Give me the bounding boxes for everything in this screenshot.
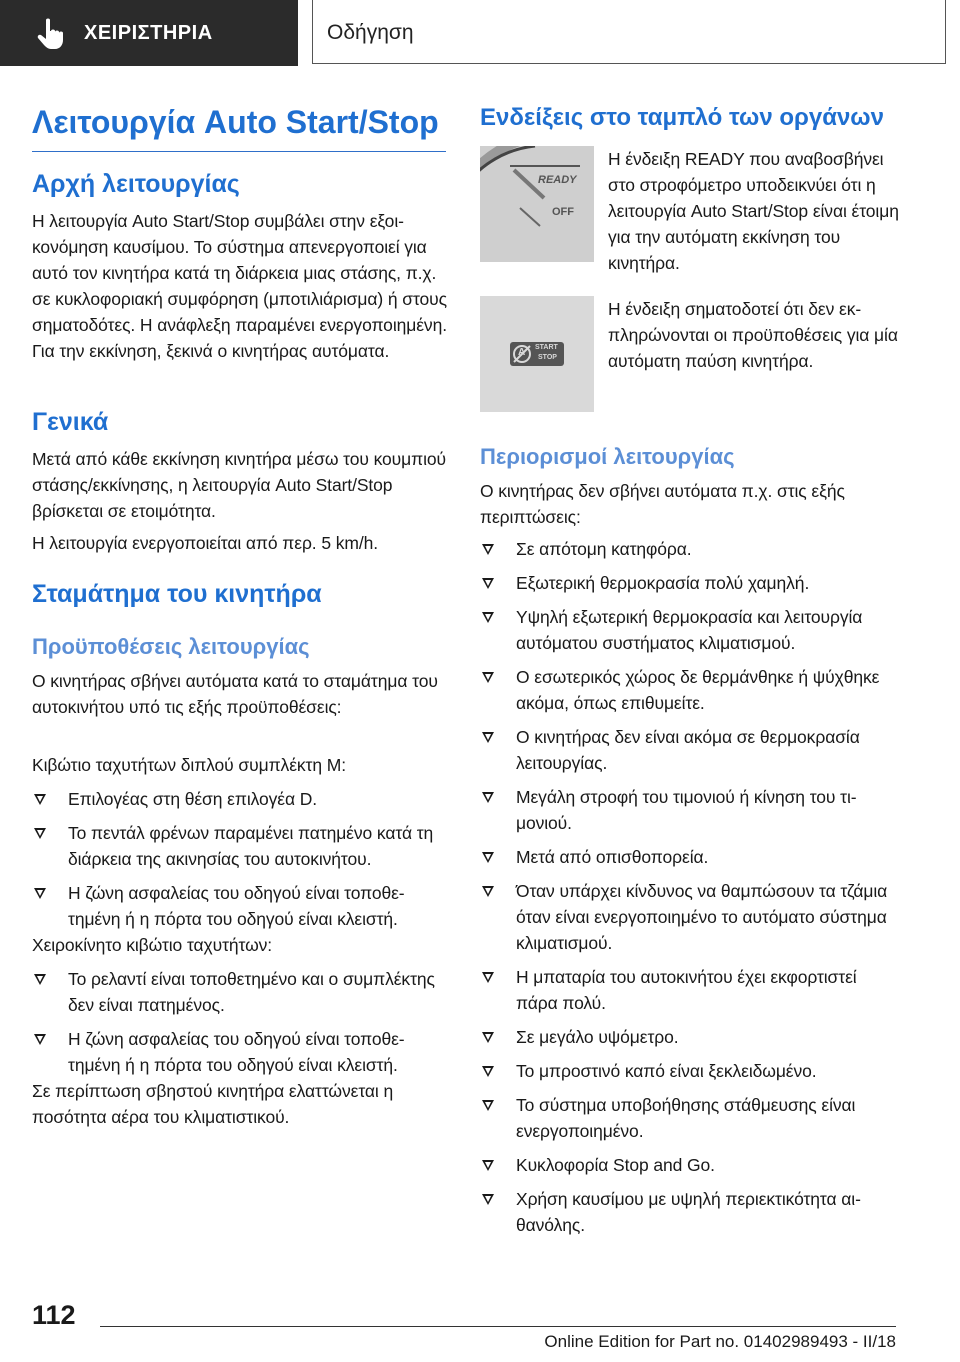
triangle-bullet-icon	[482, 544, 494, 555]
limits-heading: Περιορισμοί λειτουργίας	[480, 444, 735, 469]
triangle-bullet-icon	[482, 578, 494, 589]
start-stop-indicator-image	[480, 296, 594, 412]
list-item: Χρήση καυσίμου με υψηλή περιεκτικότητα αιθανόλης.	[480, 1186, 900, 1238]
triangle-bullet-icon	[482, 1032, 494, 1043]
preconditions-intro: Ο κινητήρας σβήνει αυτόματα κατά το σταμάτημα του αυτοκινήτου υπό τις εξής προϋποθέσεις:	[32, 671, 438, 717]
list-item: Επιλογέας στη θέση επιλογέα D.	[32, 786, 450, 812]
list-item: Κυκλοφορία Stop and Go.	[480, 1152, 900, 1178]
auto-start-stop-icon	[480, 296, 594, 412]
engine-stop-heading: Σταμάτημα του κινητήρα	[32, 580, 322, 608]
principle-heading: Αρχή λειτουργίας	[32, 170, 240, 198]
list-item: Το σύστημα υποβοήθησης στάθμευσης είναι ενεργοποιημένο.	[480, 1092, 900, 1144]
page-number: 112	[32, 1300, 76, 1330]
list-item: Σε απότομη κατηφόρα.	[480, 536, 900, 562]
dct-label: Κιβώτιο ταχυτήτων διπλού συμπλέκτη M:	[32, 755, 346, 775]
triangle-bullet-icon	[482, 1100, 494, 1111]
start-image-label: START	[535, 344, 558, 351]
list-item: Υψηλή εξωτερική θερμοκρασία και λειτουργία αυτόματου συστήματος κλιματισμού.	[480, 604, 900, 656]
triangle-bullet-icon	[482, 672, 494, 683]
general-text-1: Μετά από κάθε εκκίνηση κινητήρα μέσω του κουμπιού στάσης/εκκίνησης, η λειτουργία Auto Start/Stop βρίσκεται σε ετοιμότητα.	[32, 449, 446, 521]
tachometer-ready-icon	[480, 146, 594, 262]
closing-text: Σε περίπτωση σβηστού κινητήρα ελαττώνεται η ποσότητα αέρα του κλιματιστικού.	[32, 1081, 394, 1127]
triangle-bullet-icon	[482, 612, 494, 623]
list-item: Το πεντάλ φρένων παραμένει πατημένο κατά τη διάρκεια της ακινησίας του αυτοκινήτου.	[32, 820, 450, 872]
edition-text: Online Edition for Part no. 01402989493 - II/18	[544, 1332, 896, 1351]
list-item: Η ζώνη ασφαλείας του οδηγού είναι τοποθετημένη ή η πόρτα του οδηγού είναι κλειστή.	[32, 880, 450, 932]
manual-tab-label: ΧΕΙΡΙΣΤΗΡΙΑ	[84, 22, 213, 44]
general-heading: Γενικά	[32, 408, 109, 436]
principle-text: Η λειτουργία Auto Start/Stop συμβάλει στην εξοικονόμηση καυσίμου. Το σύστημα απενεργοποιεί για αυτό τον κινητήρα κατά τη διάρκεια μιας στάσης, π.χ. σε κυκλοφοριακή συμφόρηση (μποτιλιάρισμα) ή στους σηματοδότες. Η ανάφλεξη παραμένει ενεργοποιημένη. Για την εκκίνηση, ξεκινά ο κινητήρας αυτόματα.	[32, 211, 447, 361]
list-item: Όταν υπάρχει κίνδυνος να θαμπώσουν τα τζάμια όταν είναι ενεργοποιημένο το αυτόματο σύστημα κλιματισμού.	[480, 878, 900, 956]
dct-list	[32, 786, 450, 932]
list-item: Το ρελαντί είναι τοποθετημένο και ο συμπλέκτης δεν είναι πατημένος.	[32, 966, 450, 1018]
list-item: Μεγάλη στροφή του τιμονιού ή κίνηση του τιμονιού.	[480, 784, 900, 836]
triangle-bullet-icon	[482, 792, 494, 803]
general-text-2: Η λειτουργία ενεργοποιείται από περ. 5 km/h.	[32, 533, 379, 553]
manual-tab[interactable]	[0, 0, 298, 66]
list-item: Μετά από οπισθοπορεία.	[480, 844, 900, 870]
manual-label: Χειροκίνητο κιβώτιο ταχυτήτων:	[32, 935, 273, 955]
indicators-heading: Ενδείξεις στο ταμπλό των οργάνων	[480, 104, 884, 131]
footer-divider	[100, 1326, 896, 1327]
section-tab-label: Οδήγηση	[327, 21, 414, 44]
triangle-bullet-icon	[482, 852, 494, 863]
section-tab[interactable]	[312, 0, 946, 64]
limits-list	[480, 536, 900, 1238]
triangle-bullet-icon	[482, 732, 494, 743]
page-title: Λειτουργία Auto Start/Stop	[32, 104, 446, 152]
off-image-label: OFF	[552, 206, 574, 218]
stop-image-label: STOP	[538, 354, 557, 361]
triangle-bullet-icon	[482, 1066, 494, 1077]
triangle-bullet-icon	[482, 886, 494, 897]
triangle-bullet-icon	[482, 1194, 494, 1205]
triangle-bullet-icon	[34, 888, 46, 899]
limits-intro: Ο κινητήρας δεν σβήνει αυτόματα π.χ. στις εξής περιπτώσεις:	[480, 481, 845, 527]
triangle-bullet-icon	[34, 1034, 46, 1045]
ready-image-label: READY	[538, 174, 577, 186]
triangle-bullet-icon	[34, 974, 46, 985]
preconditions-heading: Προϋποθέσεις λειτουργίας	[32, 634, 310, 659]
triangle-bullet-icon	[34, 794, 46, 805]
list-item: Το μπροστινό καπό είναι ξεκλειδωμένο.	[480, 1058, 900, 1084]
ready-indicator-text: Η ένδειξη READY που αναβοσβήνει στο στροφόμετρο υποδεικνύει ότι η λειτουργία Auto Start/Stop είναι έτοιμη για την αυτόματη εκκίνηση του κινητήρα.	[608, 149, 899, 273]
list-item: Η μπαταρία του αυτοκινήτου έχει εκφορτιστεί πάρα πολύ.	[480, 964, 900, 1016]
auto-letter: A	[518, 347, 526, 358]
triangle-bullet-icon	[482, 1160, 494, 1171]
list-item: Ο κινητήρας δεν είναι ακόμα σε θερμοκρασία λειτουργίας.	[480, 724, 900, 776]
start-stop-indicator-text: Η ένδειξη σηματοδοτεί ότι δεν εκπληρώνονται οι προϋποθέσεις για μία αυτόματη παύση κινητήρα.	[608, 299, 898, 371]
list-item: Η ζώνη ασφαλείας του οδηγού είναι τοποθετημένη ή η πόρτα του οδηγού είναι κλειστή.	[32, 1026, 450, 1078]
ready-indicator-image	[480, 146, 594, 262]
manual-list	[32, 966, 450, 1078]
list-item: Ο εσωτερικός χώρος δε θερμάνθηκε ή ψύχθηκε ακόμα, όπως επιθυμείτε.	[480, 664, 900, 716]
page-header	[0, 0, 960, 70]
list-item: Σε μεγάλο υψόμετρο.	[480, 1024, 900, 1050]
list-item: Εξωτερική θερμοκρασία πολύ χαμηλή.	[480, 570, 900, 596]
triangle-bullet-icon	[34, 828, 46, 839]
triangle-bullet-icon	[482, 972, 494, 983]
hand-pointer-icon	[34, 16, 70, 52]
